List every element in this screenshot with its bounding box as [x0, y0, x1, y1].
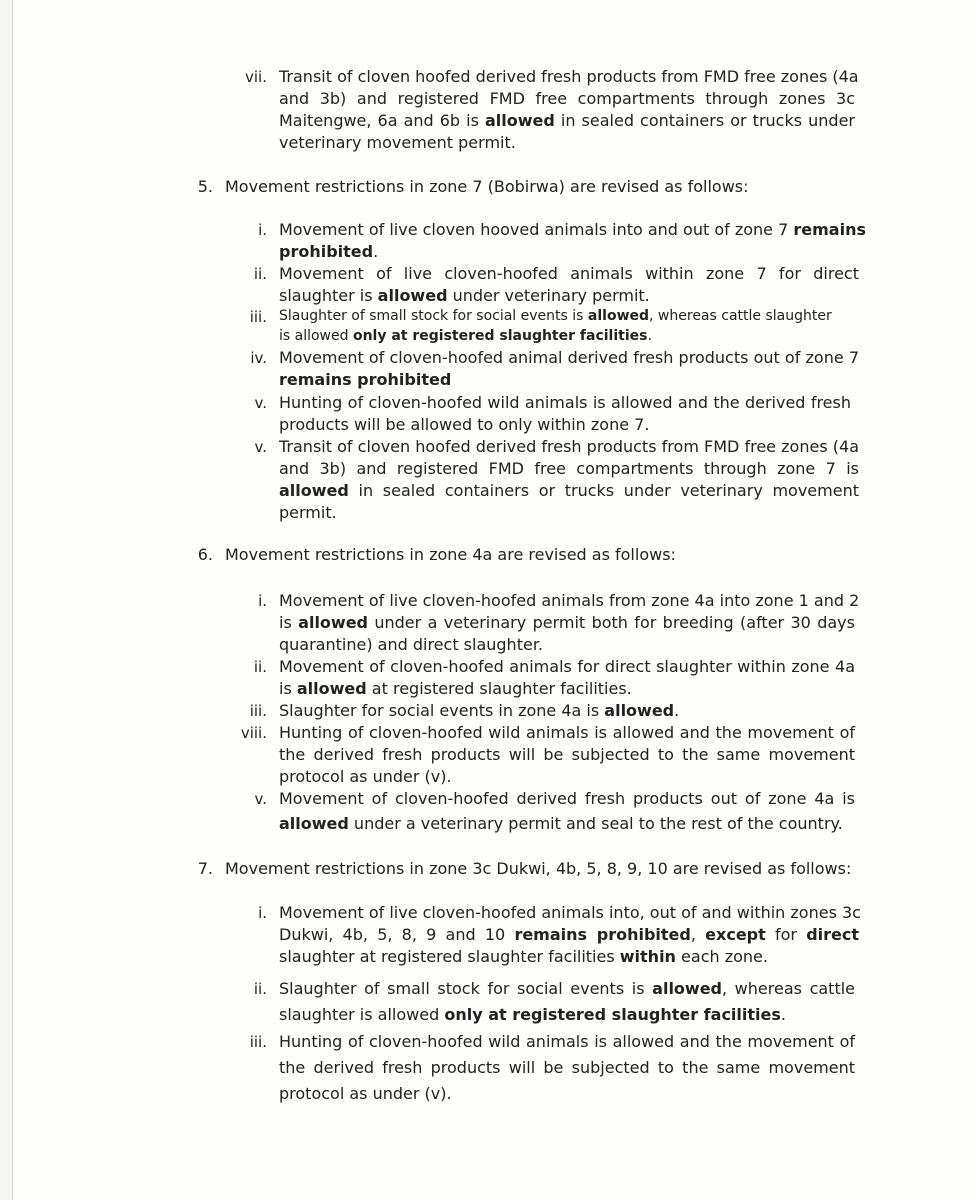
item-numeral: iv.	[250, 349, 267, 367]
item-line: veterinary movement permit.	[279, 133, 516, 152]
item-numeral: ii.	[253, 265, 267, 283]
item-numeral: i.	[258, 592, 267, 610]
item-line: is allowed only at registered slaughter facilities.	[279, 328, 652, 344]
item-line: Hunting of cloven-hoofed wild animals is allowed and the movement of	[279, 723, 855, 742]
item-line: Movement of cloven-hoofed animal derived fresh products out of zone 7	[279, 348, 859, 367]
item-line: products will be allowed to only within zone 7.	[279, 415, 650, 434]
section-number: 5.	[197, 177, 213, 196]
item-line: protocol as under (v).	[279, 1084, 452, 1103]
item-line: allowed in sealed containers or trucks under veterinary movement	[279, 481, 859, 500]
item-line: slaughter is allowed under veterinary permit.	[279, 286, 650, 305]
item-line: the derived fresh products will be subjected to the same movement	[279, 1058, 855, 1077]
item-numeral: i.	[258, 221, 267, 239]
item-line: slaughter at registered slaughter facilities within each zone.	[279, 947, 768, 966]
item-numeral: v.	[254, 438, 267, 456]
section-title: Movement restrictions in zone 3c Dukwi, 4b, 5, 8, 9, 10 are revised as follows:	[225, 859, 852, 878]
item-line: Hunting of cloven-hoofed wild animals is allowed and the derived fresh	[279, 393, 851, 412]
document-page	[12, 0, 969, 1200]
section-title: Movement restrictions in zone 4a are revised as follows:	[225, 545, 676, 564]
item-line: Slaughter for social events in zone 4a is allowed.	[279, 701, 680, 720]
item-line: remains prohibited	[279, 370, 452, 389]
item-line: Maitengwe, 6a and 6b is allowed in sealed containers or trucks under	[279, 111, 855, 130]
item-line: slaughter is allowed only at registered slaughter facilities.	[279, 1005, 786, 1024]
item-numeral: v.	[254, 790, 267, 808]
section-title: Movement restrictions in zone 7 (Bobirwa) are revised as follows:	[225, 177, 749, 196]
item-line: and 3b) and registered FMD free compartments through zone 7 is	[279, 459, 859, 478]
item-line: Movement of live cloven-hoofed animals within zone 7 for direct	[279, 264, 859, 283]
section-number: 6.	[197, 545, 213, 564]
item-line: Transit of cloven hoofed derived fresh products from FMD free zones (4a	[279, 437, 859, 456]
item-numeral: v.	[254, 394, 267, 412]
item-numeral: i.	[258, 904, 267, 922]
item-line: Movement of live cloven-hoofed animals into, out of and within zones 3c	[279, 903, 861, 922]
item-line: and 3b) and registered FMD free compartments through zones 3c	[279, 89, 855, 108]
item-line: the derived fresh products will be subjected to the same movement	[279, 745, 855, 764]
item-line: Slaughter of small stock for social events is allowed, whereas cattle	[279, 979, 856, 998]
item-numeral: ii.	[253, 980, 267, 998]
item-line: Hunting of cloven-hoofed wild animals is allowed and the movement of	[279, 1032, 855, 1051]
item-line: allowed under a veterinary permit and seal to the rest of the country.	[279, 814, 843, 833]
item-line: permit.	[279, 503, 337, 522]
item-line: Movement of cloven-hoofed derived fresh products out of zone 4a is	[279, 789, 855, 808]
item-numeral: iii.	[249, 1033, 267, 1051]
item-numeral: iii.	[249, 308, 267, 326]
item-numeral: viii.	[240, 724, 267, 742]
item-line: prohibited.	[279, 242, 379, 261]
item-line: Dukwi, 4b, 5, 8, 9 and 10 remains prohibited, except for direct	[279, 925, 860, 944]
item-line: is allowed at registered slaughter facilities.	[279, 679, 632, 698]
item-numeral: vii.	[245, 68, 267, 86]
item-line: Movement of live cloven hooved animals into and out of zone 7 remains	[279, 220, 866, 239]
item-line: is allowed under a veterinary permit both for breeding (after 30 days	[279, 613, 855, 632]
section-number: 7.	[197, 859, 213, 878]
item-line: Transit of cloven hoofed derived fresh products from FMD free zones (4a	[279, 67, 859, 86]
item-line: Movement of live cloven-hoofed animals from zone 4a into zone 1 and 2	[279, 591, 860, 610]
item-line: Movement of cloven-hoofed animals for direct slaughter within zone 4a	[279, 657, 855, 676]
item-line: quarantine) and direct slaughter.	[279, 635, 544, 654]
item-line: protocol as under (v).	[279, 767, 452, 786]
item-numeral: iii.	[249, 702, 267, 720]
item-numeral: ii.	[253, 658, 267, 676]
item-line: Slaughter of small stock for social events is allowed, whereas cattle slaughter	[279, 308, 832, 324]
